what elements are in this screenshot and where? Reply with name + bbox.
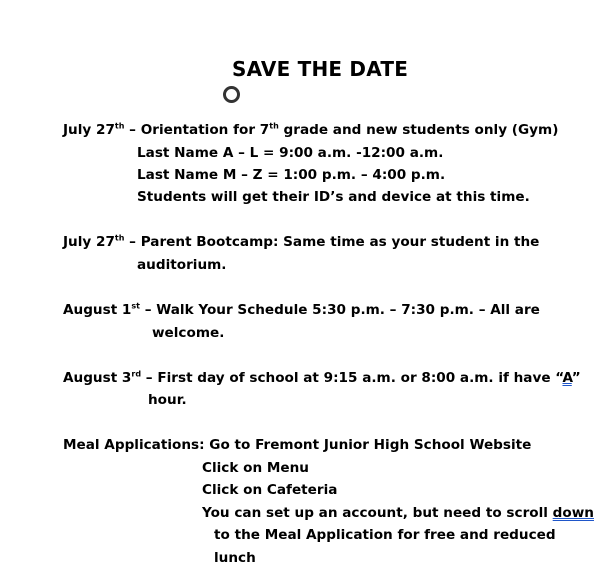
meal-text: You can set up an account, but need to scroll: [202, 505, 553, 521]
event-orientation-line-4: Students will get their ID’s and device at this time.: [137, 189, 530, 205]
event-schedule-line-2: welcome.: [152, 325, 225, 341]
event-first-day-line-1: [63, 369, 581, 387]
meal-applications-line-3: Click on Cafeteria: [202, 482, 338, 498]
meal-applications-line-2: Click on Menu: [202, 460, 309, 476]
event-date: July 27: [63, 122, 115, 138]
event-first-day-line-2: hour.: [148, 392, 187, 408]
meal-text: Go to Fremont Junior High School Website: [209, 437, 532, 453]
event-schedule-line-1: [63, 301, 540, 319]
meal-applications-line-6: lunch: [214, 550, 256, 566]
event-text: – Parent Bootcamp: Same time as your student in the: [124, 234, 540, 250]
event-orientation-line-3: Last Name M – Z = 1:00 p.m. – 4:00 p.m.: [137, 167, 446, 183]
event-date: July 27: [63, 234, 115, 250]
a-hour-text: A: [562, 370, 572, 386]
event-orientation-line-2: Last Name A – L = 9:00 a.m. -12:00 a.m.: [137, 145, 444, 161]
event-date: August 1: [63, 302, 132, 318]
circle-icon: [223, 86, 240, 103]
event-date: August 3: [63, 370, 132, 386]
date-suffix: rd: [131, 369, 142, 379]
event-text: grade and new students only (Gym): [278, 122, 559, 138]
grade-suffix: th: [269, 121, 279, 131]
event-text: – First day of school at 9:15 a.m. or 8:00 a.m. if have “: [141, 370, 563, 386]
date-suffix: th: [114, 121, 125, 131]
event-text: – Walk Your Schedule 5:30 p.m. – 7:30 p.m. – All are: [139, 302, 540, 318]
date-suffix: th: [114, 233, 125, 243]
event-orientation-line-1: [63, 121, 558, 139]
meal-applications-line-4: [202, 504, 594, 522]
down-text: down: [552, 505, 594, 521]
meal-applications-line-1: [63, 436, 531, 454]
event-bootcamp-line-1: [63, 233, 539, 251]
meal-applications-line-5: to the Meal Application for free and reduced: [214, 527, 556, 543]
meal-label: Meal Applications:: [63, 437, 210, 453]
event-bootcamp-line-2: auditorium.: [137, 257, 227, 273]
event-text: ”: [571, 370, 581, 386]
event-text: – Orientation for 7: [124, 122, 270, 138]
page-title: SAVE THE DATE: [232, 57, 409, 81]
date-suffix: st: [131, 301, 140, 311]
